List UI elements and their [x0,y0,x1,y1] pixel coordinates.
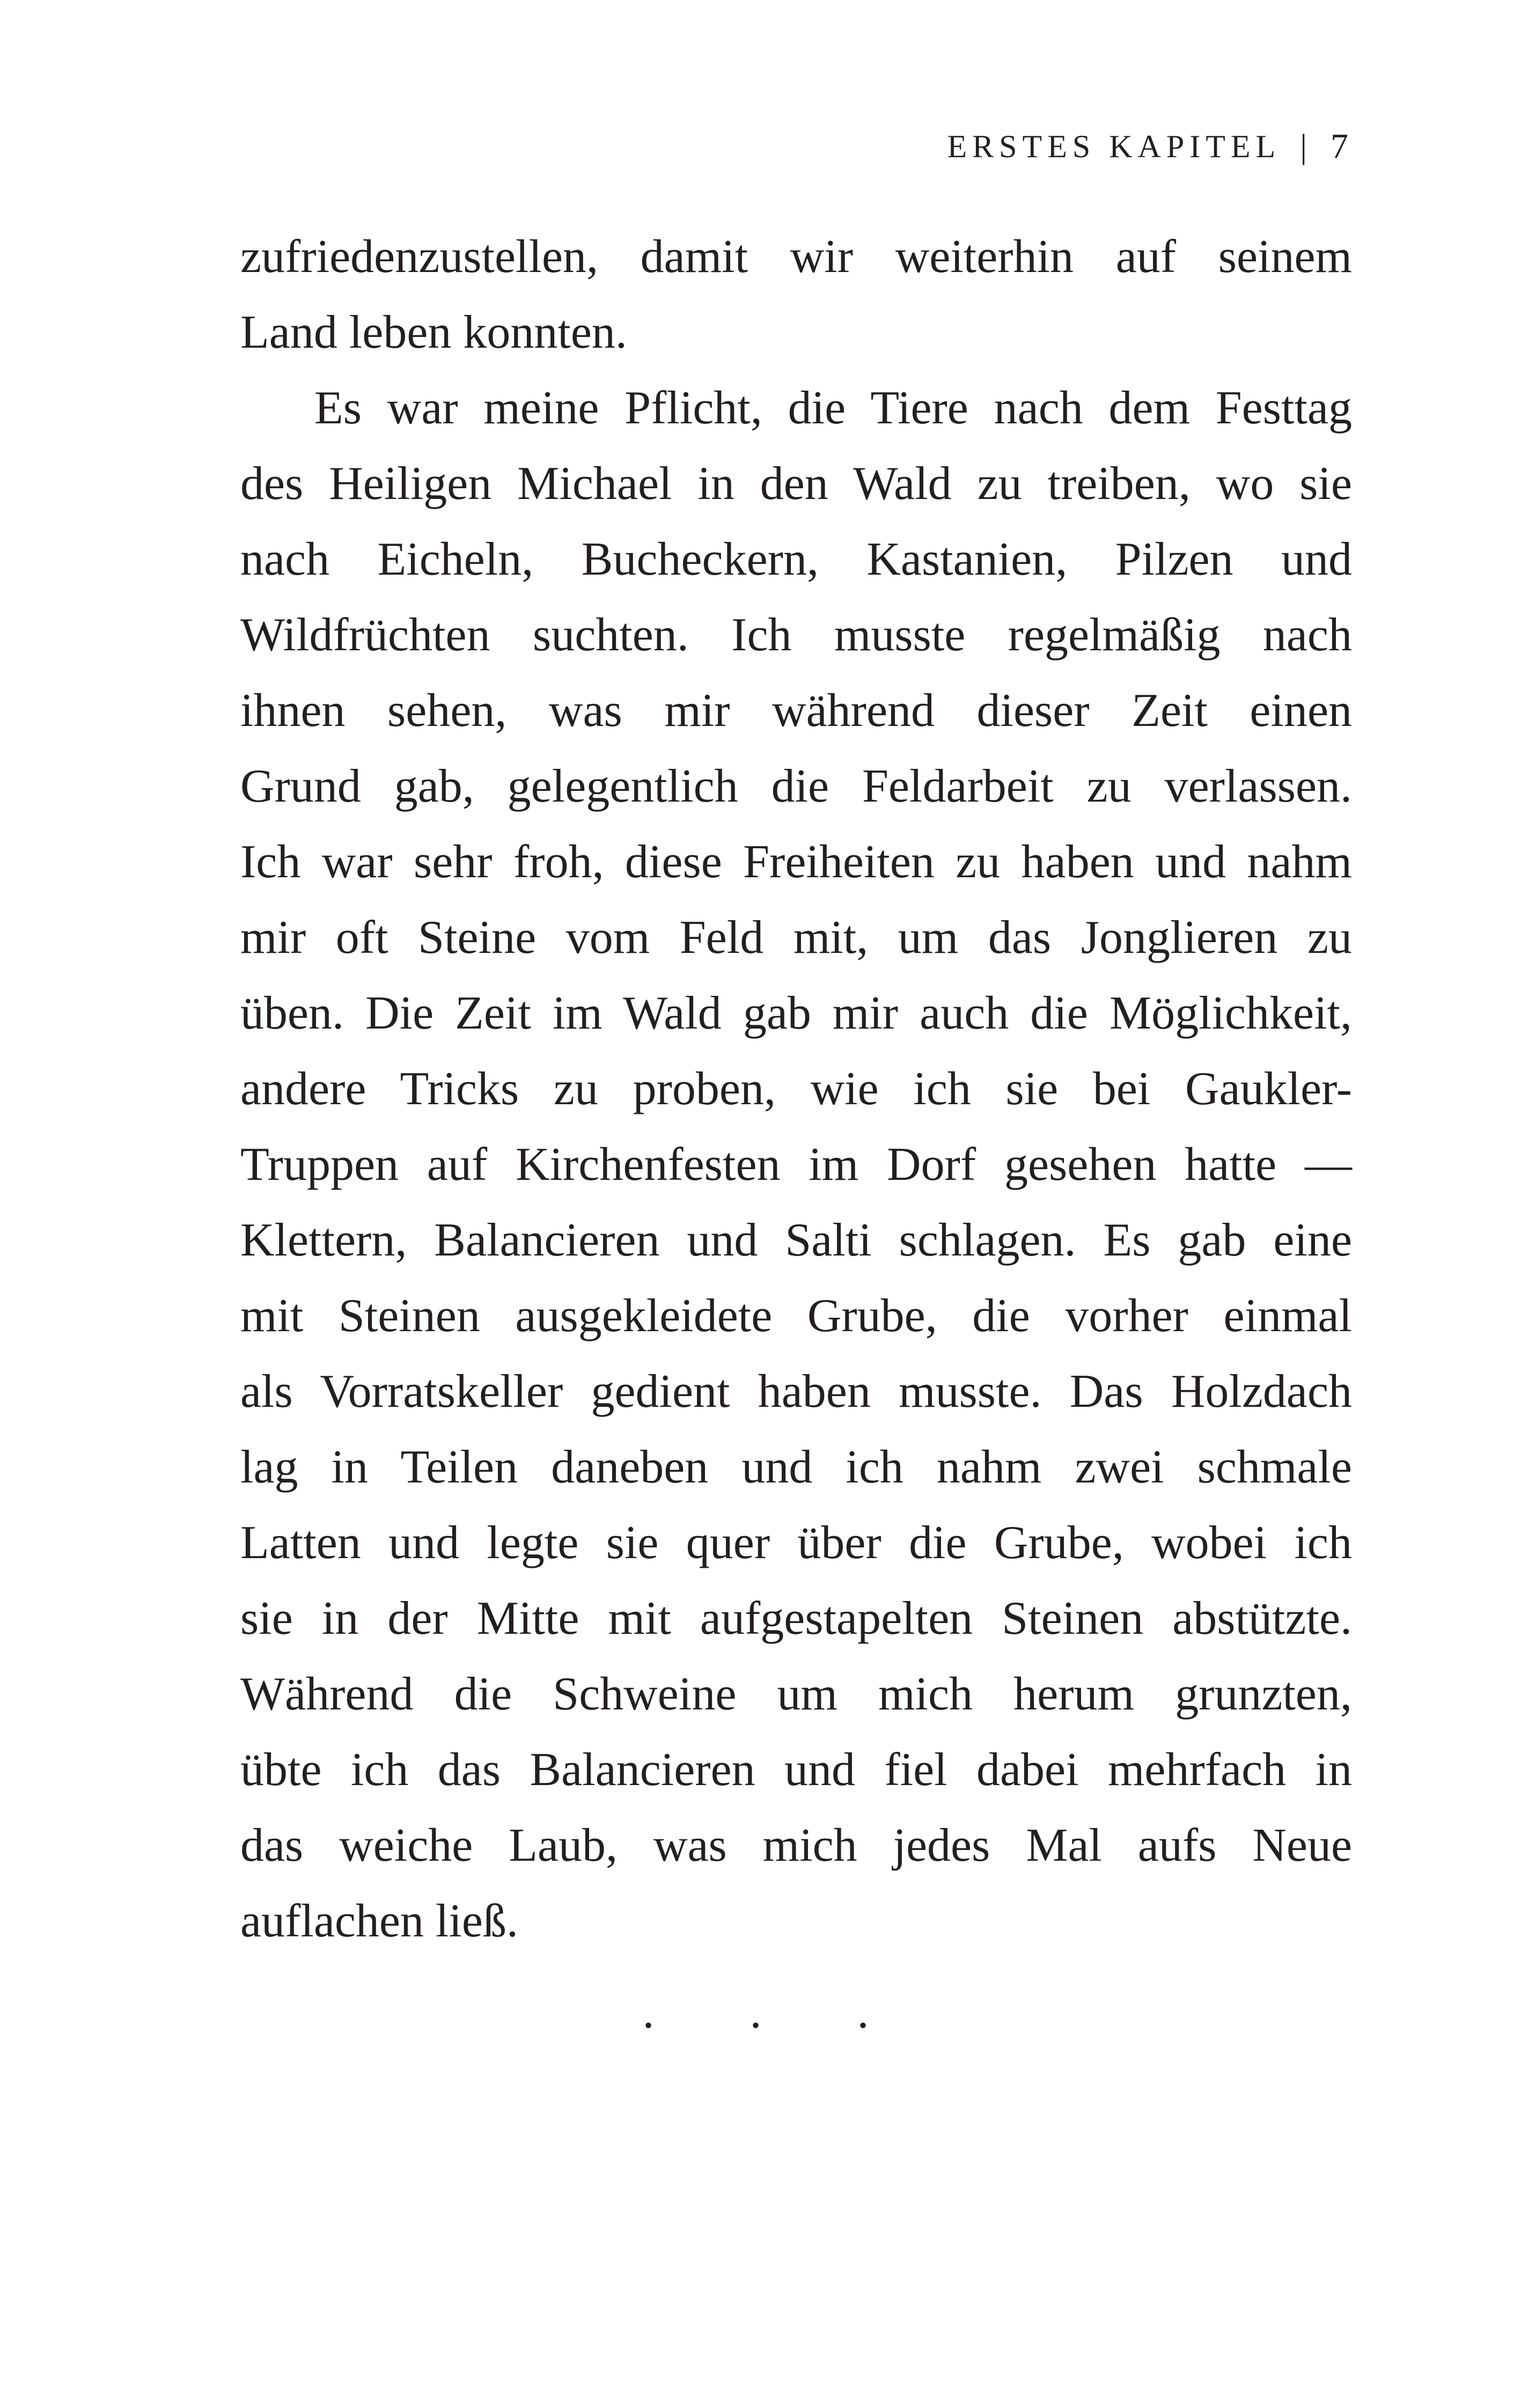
text-line: zufriedenzustellen, damit wir weiterhin auf seinem [240,231,1352,283]
text-line: ihnen sehen, was mir während dieser Zeit einen [240,685,1352,737]
text-line: Truppen auf Kirchenfesten im Dorf gesehen hatte — [240,1139,1352,1191]
text-line: Grund gab, gelegentlich die Feldarbeit zu verlassen. [240,760,1352,812]
text-line: auflachen ließ. [240,1895,518,1947]
text-line: Latten und legte sie quer über die Grube, wobei ich [240,1517,1352,1569]
text-line: nach Eicheln, Bucheckern, Kastanien, Pilzen und [240,533,1352,585]
page-number: 7 [1331,127,1348,166]
text-line: Wildfrüchten suchten. Ich musste regelmäßig nach [240,609,1352,661]
text-line: übte ich das Balancieren und fiel dabei mehrfach in [240,1744,1352,1796]
text-line: Klettern, Balancieren und Salti schlagen. Es gab eine [240,1214,1352,1266]
text-line: Land leben konnten. [240,306,627,358]
text-line: andere Tricks zu proben, wie ich sie bei Gaukler- [240,1063,1352,1115]
text-line: als Vorratskeller gedient haben musste. Das Holzdach [240,1365,1352,1418]
text-line: Ich war sehr froh, diese Freiheiten zu haben und nahm [240,836,1352,888]
body-text [240,219,1352,1959]
text-line: das weiche Laub, was mich jedes Mal aufs Neue [240,1819,1352,1871]
text-line: Es war meine Pflicht, die Tiere nach dem Festtag [314,382,1352,434]
text-line: Während die Schweine um mich herum grunzten, [240,1668,1352,1720]
text-line: mir oft Steine vom Feld mit, um das Jonglieren zu [240,912,1352,964]
chapter-title: ERSTES KAPITEL [947,128,1281,164]
text-line: mit Steinen ausgekleidete Grube, die vorher einmal [240,1290,1352,1342]
text-line: üben. Die Zeit im Wald gab mir auch die Möglichkeit, [240,987,1352,1039]
scene-break-ornament: . . . [642,1986,911,2038]
text-line: sie in der Mitte mit aufgestapelten Steinen abstützte. [240,1592,1352,1645]
running-header [947,122,1348,171]
text-line: des Heiligen Michael in den Wald zu treiben, wo sie [240,458,1352,510]
text-line: lag in Teilen daneben und ich nahm zwei schmale [240,1441,1352,1493]
header-separator: | [1300,127,1307,165]
